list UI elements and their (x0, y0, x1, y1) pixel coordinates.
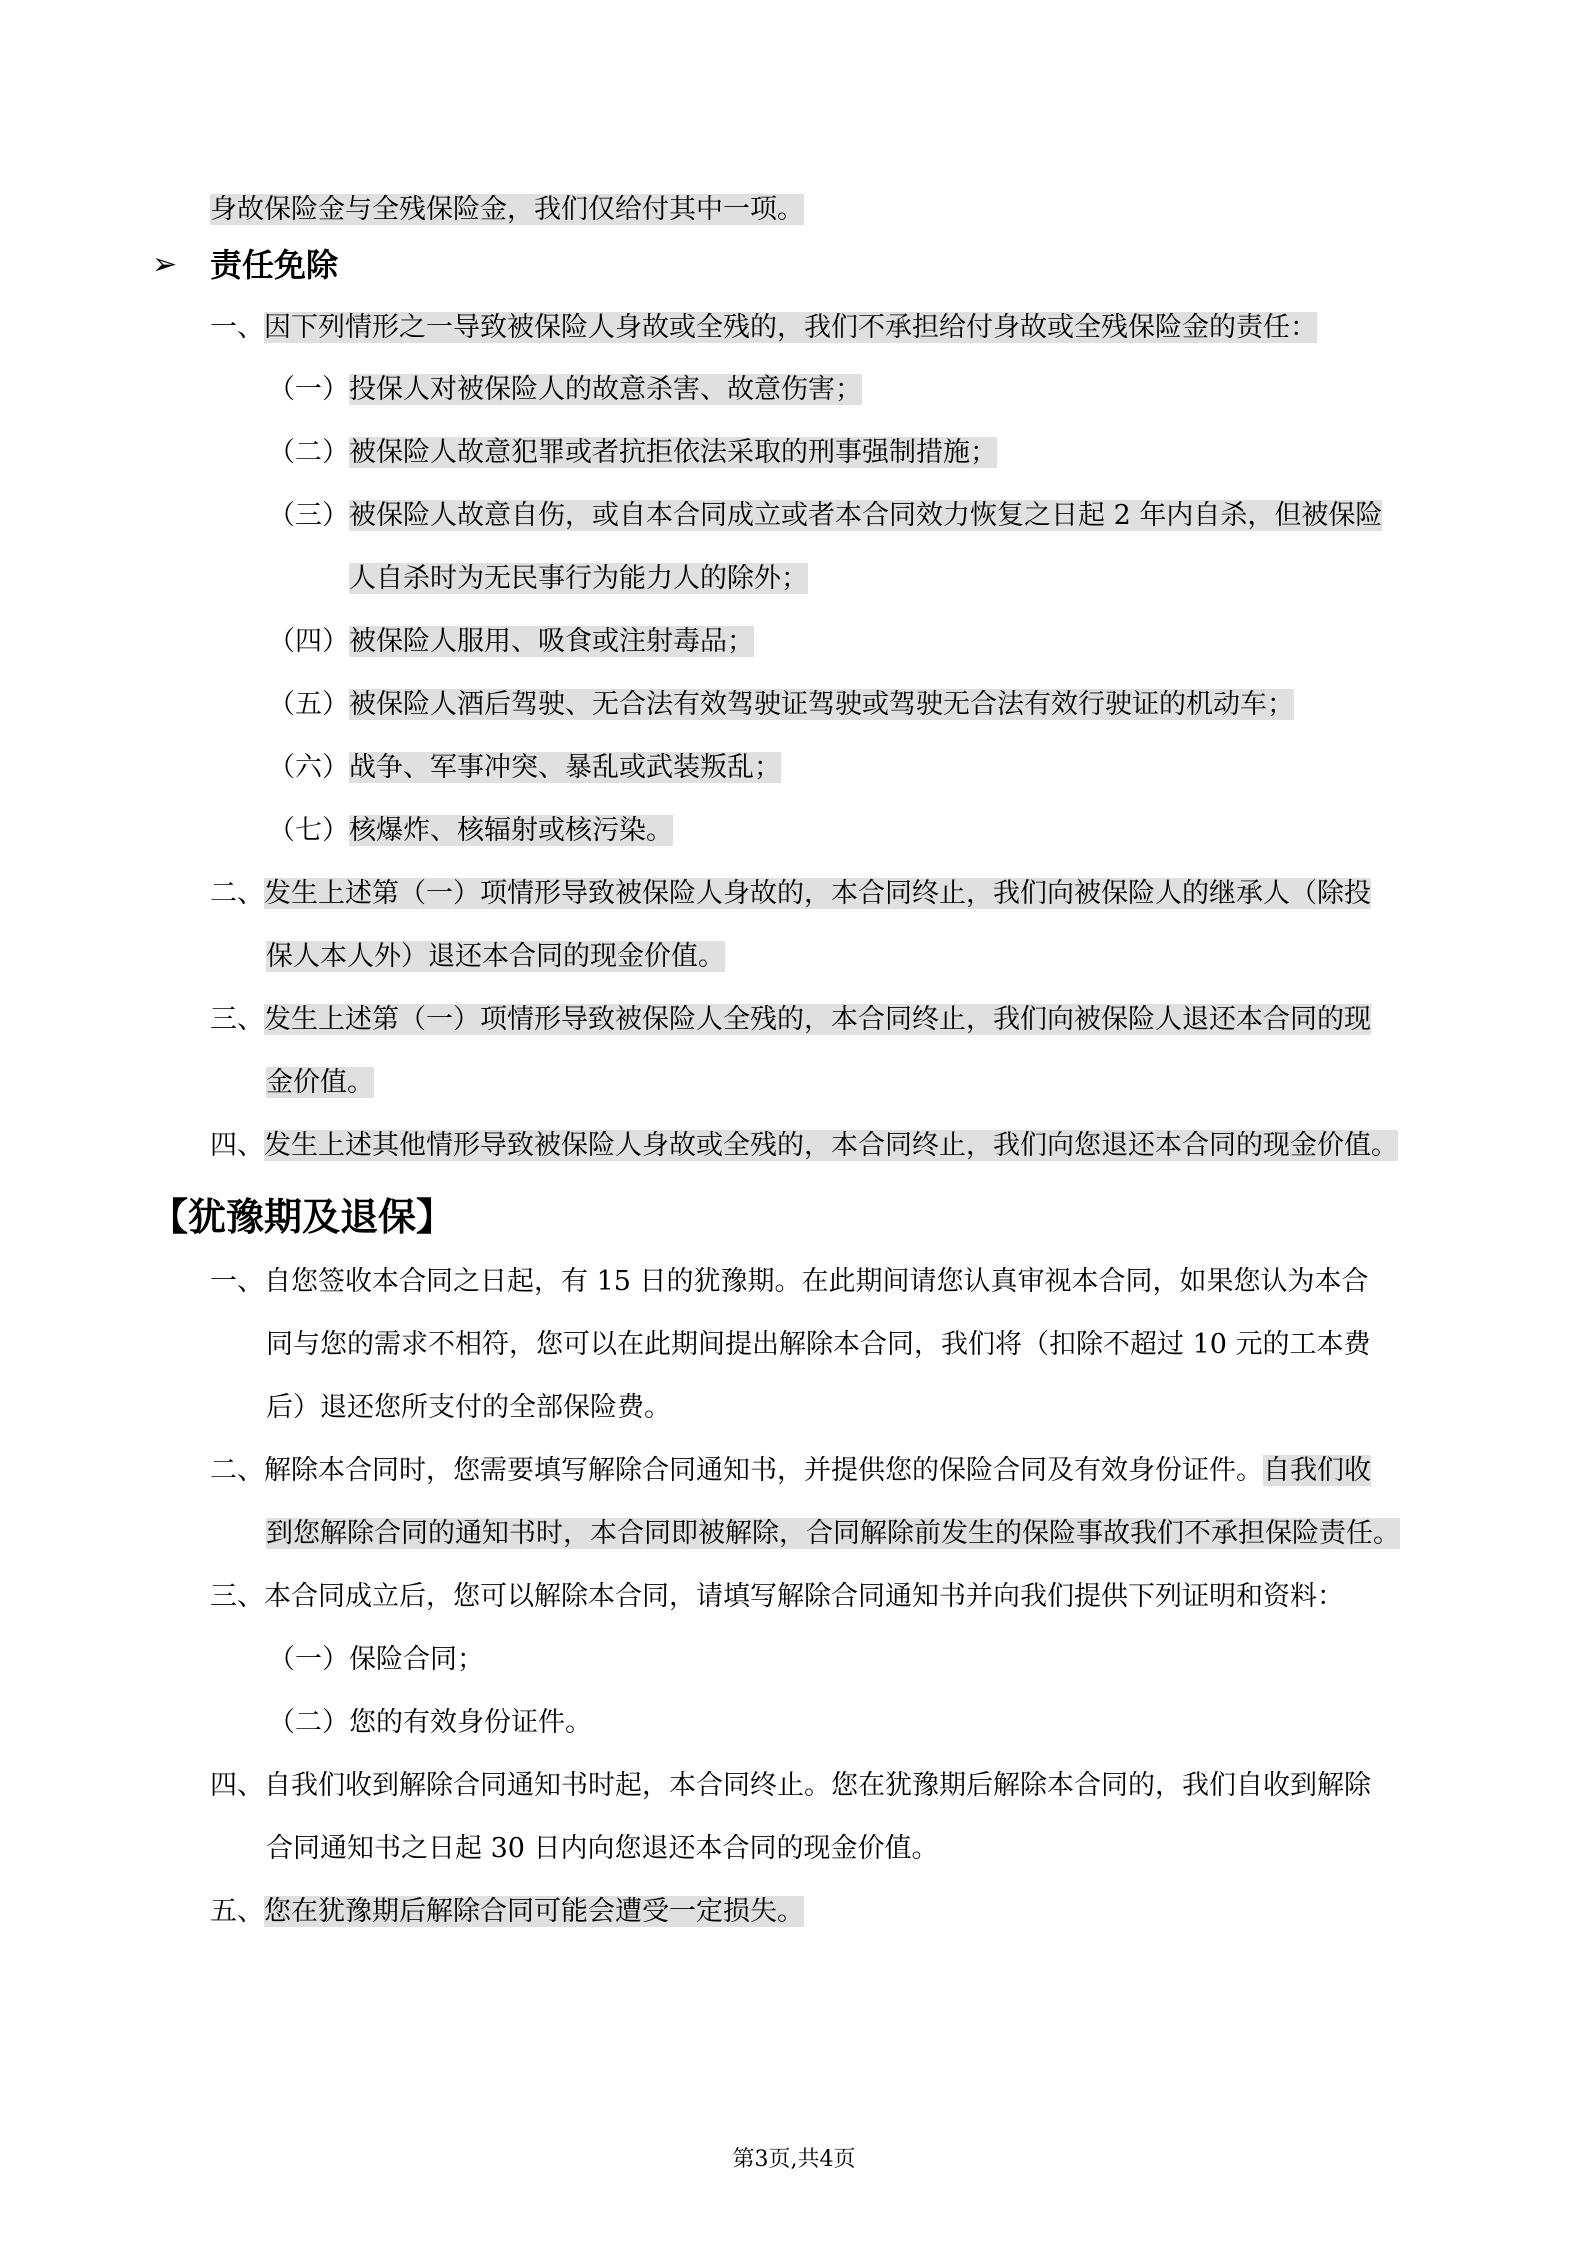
item-text-cont: 到您解除合同的通知书时，本合同即被解除，合同解除前发生的保险事故我们不承担保险责任。 (266, 1518, 1400, 1549)
exclusion-sub-4 (268, 622, 754, 662)
exclusion-item-1 (210, 308, 1317, 348)
sub-prefix: （二） (268, 437, 349, 468)
item-text: 发生上述第（一）项情形导致被保险人身故的，本合同终止，我们向被保险人的继承人（除投 (264, 878, 1371, 909)
cooling-item-1: 一、自您签收本合同之日起，有 15 日的犹豫期。在此期间请您认真审视本合同，如果您认为本合 (210, 1266, 1369, 1297)
sub-text: 投保人对被保险人的故意杀害、故意伤害； (349, 374, 862, 405)
item-text: 您在犹豫期后解除合同可能会遭受一定损失。 (264, 1896, 804, 1927)
bullet-arrow-icon: ➢ (152, 247, 178, 282)
sub-text: 战争、军事冲突、暴乱或武装叛乱； (349, 752, 781, 783)
sub-text: 被保险人酒后驾驶、无合法有效驾驶证驾驶或驾驶无合法有效行驶证的机动车； (349, 689, 1294, 720)
cooling-item-4: 四、自我们收到解除合同通知书时起，本合同终止。您在犹豫期后解除本合同的，我们自收到解除 (210, 1770, 1371, 1801)
sub-prefix: （六） (268, 752, 349, 783)
sub-prefix: （三） (268, 500, 349, 531)
exclusion-sub-7 (268, 811, 673, 851)
exclusion-item-3 (210, 1000, 1371, 1040)
item-prefix: 三、 (210, 1004, 264, 1035)
continuation-line (210, 190, 804, 230)
cooling-item-5 (210, 1892, 804, 1932)
item-text-cont: 金价值。 (266, 1067, 374, 1098)
exclusion-sub-1 (268, 370, 862, 410)
cooling-item-1-cont-1: 同与您的需求不相符，您可以在此期间提出解除本合同，我们将（扣除不超过 10 元的工本费 (266, 1329, 1371, 1360)
cooling-off-heading: 【犹豫期及退保】 (150, 1194, 455, 1239)
exclusion-item-4 (210, 1126, 1398, 1166)
exclusion-sub-2 (268, 433, 997, 473)
cooling-item-1-cont-2: 后）退还您所支付的全部保险费。 (266, 1392, 671, 1423)
exclusion-item-2-cont (266, 937, 725, 977)
cooling-item-3-sub-2: （二）您的有效身份证件。 (268, 1707, 592, 1738)
item-text: 发生上述第（一）项情形导致被保险人全残的，本合同终止，我们向被保险人退还本合同的现 (264, 1004, 1371, 1035)
sub-text: 被保险人故意自伤，或自本合同成立或者本合同效力恢复之日起 2 年内自杀，但被保险 (349, 500, 1383, 531)
cooling-item-3-sub-1: （一）保险合同； (268, 1644, 484, 1675)
sub-prefix: （五） (268, 689, 349, 720)
item-text: 二、解除本合同时，您需要填写解除合同通知书，并提供您的保险合同及有效身份证件。 (210, 1455, 1263, 1486)
exclusion-sub-3 (268, 496, 1382, 536)
cooling-item-4-cont: 合同通知书之日起 30 日内向您退还本合同的现金价值。 (266, 1833, 939, 1864)
sub-prefix: （七） (268, 815, 349, 846)
exclusions-heading: 责任免除 (210, 246, 339, 284)
sub-text-cont: 人自杀时为无民事行为能力人的除外； (349, 563, 808, 594)
item-prefix: 一、 (210, 312, 264, 343)
item-prefix: 二、 (210, 878, 264, 909)
sub-text: 被保险人故意犯罪或者抗拒依法采取的刑事强制措施； (349, 437, 997, 468)
exclusion-sub-5 (268, 685, 1294, 725)
item-prefix: 四、 (210, 1130, 264, 1161)
item-text-cont: 保人本人外）退还本合同的现金价值。 (266, 941, 725, 972)
sub-prefix: （一） (268, 374, 349, 405)
exclusion-item-2 (210, 874, 1371, 914)
page-number-footer: 第3页,共4页 (732, 2147, 856, 2172)
item-text: 发生上述其他情形导致被保险人身故或全残的，本合同终止，我们向您退还本合同的现金价值。 (264, 1130, 1398, 1161)
sub-text: 被保险人服用、吸食或注射毒品； (349, 626, 754, 657)
item-text-highlight: 自我们收 (1263, 1455, 1371, 1486)
cooling-item-2 (210, 1451, 1371, 1491)
exclusion-sub-6 (268, 748, 781, 788)
item-text: 因下列情形之一导致被保险人身故或全残的，我们不承担给付身故或全残保险金的责任： (264, 312, 1317, 343)
continuation-text: 身故保险金与全残保险金，我们仅给付其中一项。 (210, 194, 804, 225)
item-prefix: 五、 (210, 1896, 264, 1927)
exclusion-item-3-cont (266, 1063, 374, 1103)
exclusion-sub-3-cont (349, 559, 808, 599)
cooling-item-3: 三、本合同成立后，您可以解除本合同，请填写解除合同通知书并向我们提供下列证明和资料： (210, 1581, 1344, 1612)
sub-prefix: （四） (268, 626, 349, 657)
sub-text: 核爆炸、核辐射或核污染。 (349, 815, 673, 846)
cooling-item-2-cont (266, 1514, 1400, 1554)
